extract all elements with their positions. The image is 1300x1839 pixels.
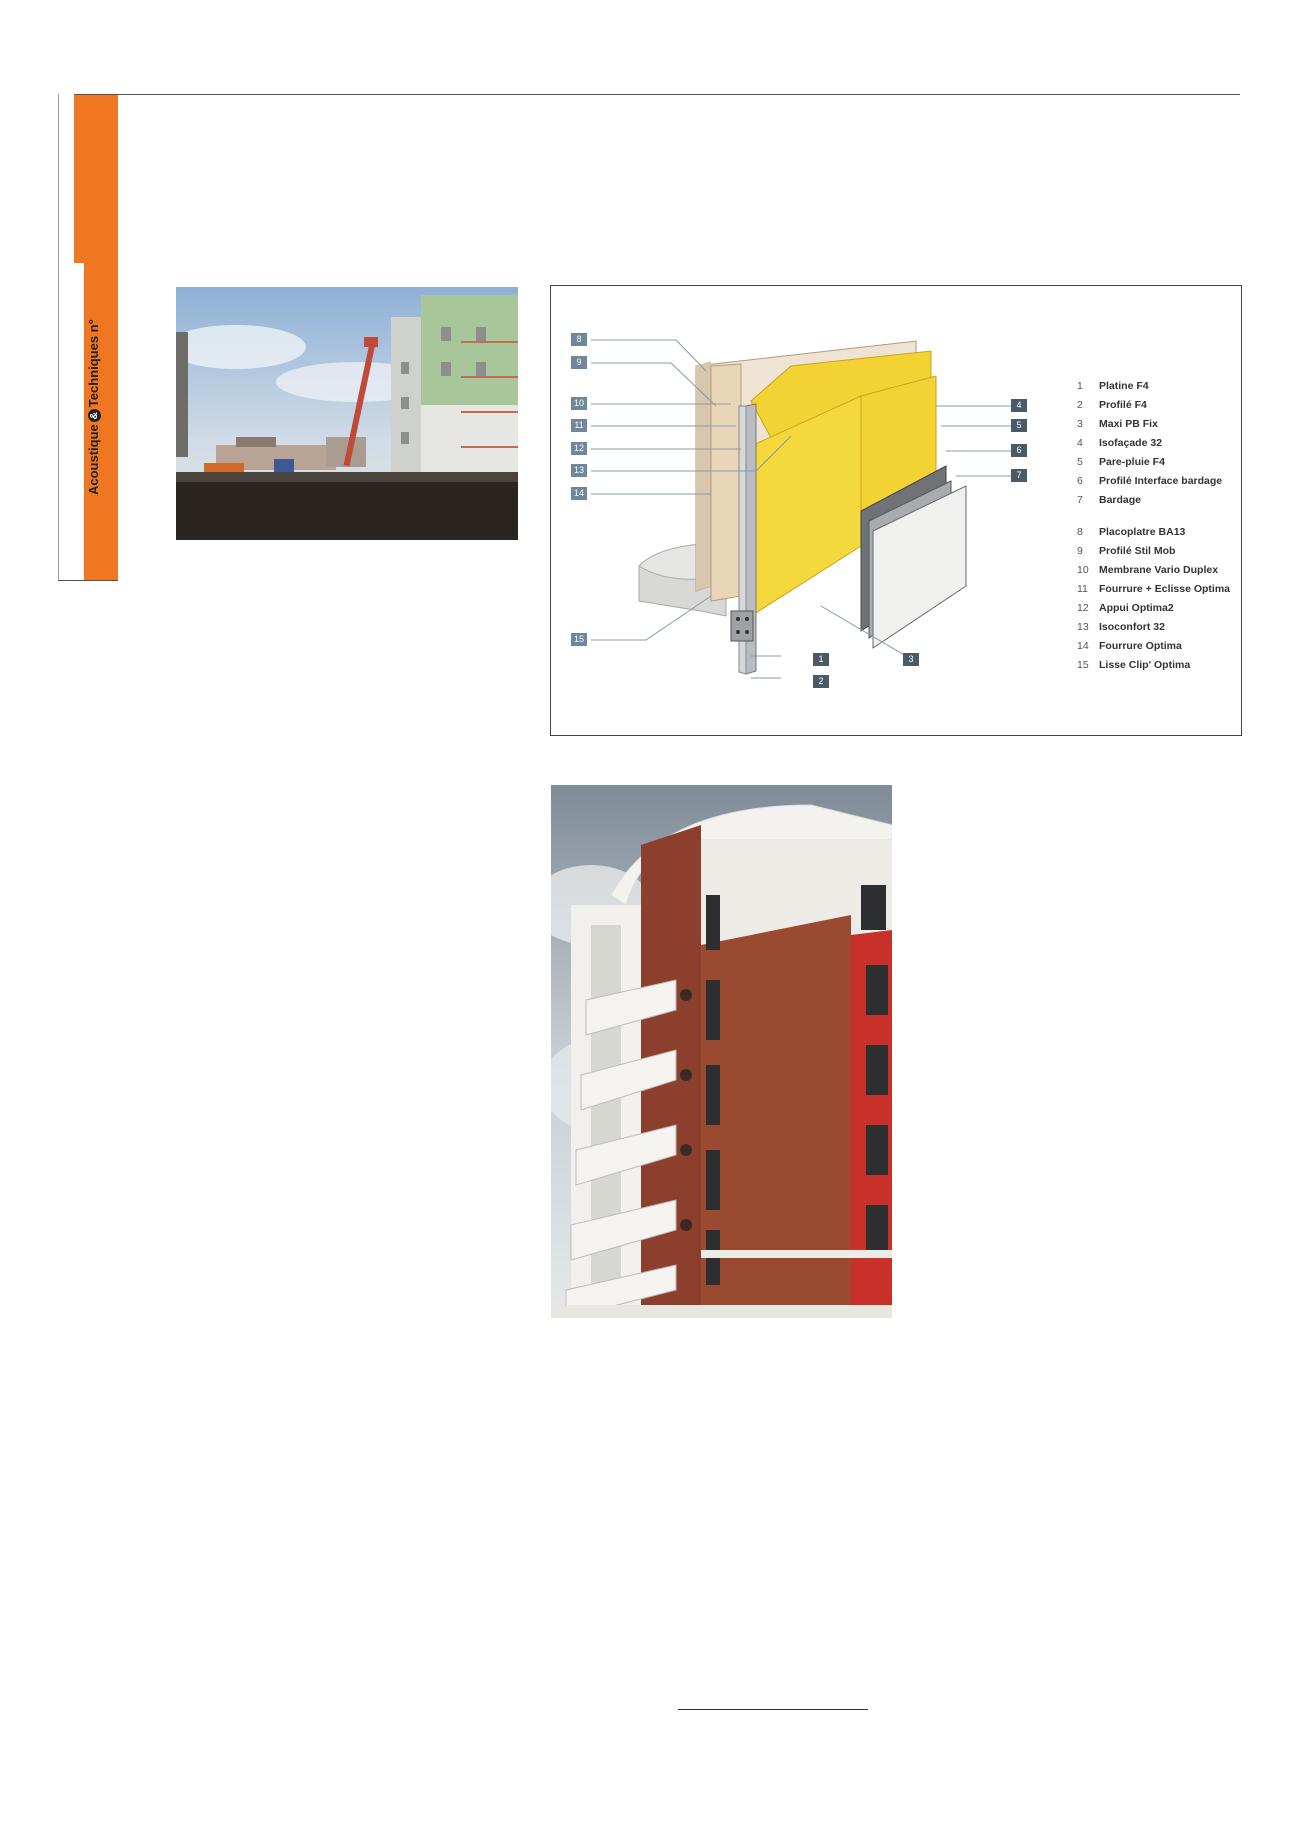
legend-item: 6 Profilé Interface bardage <box>1077 475 1223 487</box>
legend-item: 4 Isofaçade 32 <box>1077 437 1163 449</box>
wall-system-diagram <box>550 285 1242 736</box>
legend-item: 13 Isoconfort 32 <box>1077 621 1165 633</box>
construction-site-photo <box>176 287 518 540</box>
sidebar-bottom-rule <box>58 580 118 581</box>
journal-name: Acoustique&Techniques n° <box>86 319 101 495</box>
legend-item: 9 Profilé Stil Mob <box>1077 545 1176 557</box>
callout-label: 7 <box>1016 470 1022 480</box>
legend-item: 3 Maxi PB Fix <box>1077 418 1158 430</box>
legend-item: 12 Appui Optima2 <box>1077 602 1174 614</box>
legend-item: 7 Bardage <box>1077 494 1142 506</box>
ampersand-badge: & <box>88 409 101 422</box>
finished-building-photo <box>551 785 892 1318</box>
sidebar-rule <box>58 94 59 580</box>
section-title: Actualités <box>114 419 144 574</box>
callout-label: 1 <box>818 654 824 664</box>
legend-item: 1 Platine F4 <box>1077 380 1149 392</box>
callout-label: 14 <box>573 488 584 498</box>
callout-label: 13 <box>573 465 584 475</box>
footer-rule <box>678 1709 868 1710</box>
callout-label: 12 <box>573 443 584 453</box>
legend-item: 2 Profilé F4 <box>1077 399 1147 411</box>
legend-item: 10 Membrane Vario Duplex <box>1077 564 1219 576</box>
legend-item: 14 Fourrure Optima <box>1077 640 1182 652</box>
callout-label: 6 <box>1016 445 1022 455</box>
callout-label: 2 <box>818 676 824 686</box>
legend-item: 8 Placoplatre BA13 <box>1077 526 1186 538</box>
legend-item: 11 Fourrure + Eclisse Optima <box>1077 583 1231 595</box>
callout-label: 9 <box>576 357 582 367</box>
callout-label: 11 <box>574 420 584 430</box>
legend-item: 15 Lisse Clip' Optima <box>1077 659 1191 671</box>
callout-label: 8 <box>576 334 582 344</box>
callout-label: 5 <box>1016 420 1022 430</box>
diagram-legend <box>1077 377 1230 675</box>
callout-label: 3 <box>908 654 914 664</box>
header-rule <box>74 94 1240 95</box>
callout-label: 10 <box>573 398 584 408</box>
legend-item: 5 Pare-pluie F4 <box>1077 456 1165 468</box>
callout-label: 15 <box>573 634 584 644</box>
callout-label: 4 <box>1016 400 1022 410</box>
